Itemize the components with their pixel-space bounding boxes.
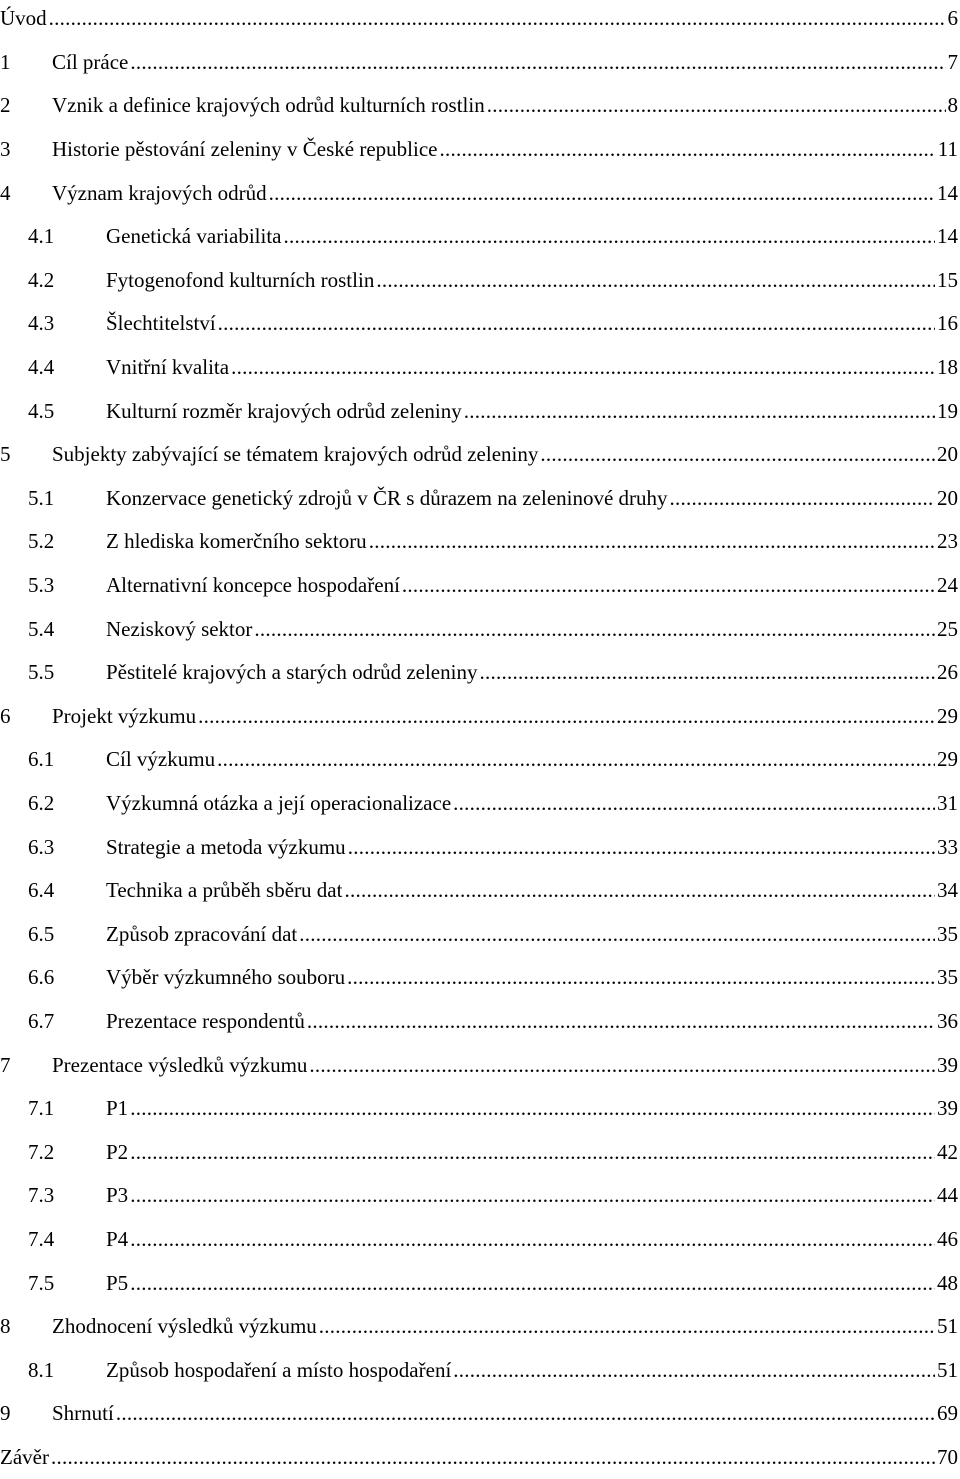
dot-leader xyxy=(344,880,935,901)
toc-entry[interactable] xyxy=(0,41,960,85)
dot-leader xyxy=(309,1055,935,1076)
dot-leader xyxy=(453,793,935,814)
dot-leader xyxy=(453,1360,935,1381)
toc-entry-number: 6.5 xyxy=(28,921,55,946)
toc-entry-title: P3 xyxy=(106,1183,129,1208)
dot-leader xyxy=(269,183,935,204)
toc-entry[interactable] xyxy=(0,84,960,128)
toc-entry-title: Genetická variabilita xyxy=(106,224,282,249)
dot-leader xyxy=(464,401,935,422)
toc-entry-page-number: 39 xyxy=(937,1052,958,1077)
toc-entry-number: 4.5 xyxy=(28,398,55,423)
toc-entry-title: Úvod xyxy=(0,6,47,31)
toc-entry-number: 6.3 xyxy=(28,834,55,859)
toc-entry-number: 6.4 xyxy=(28,878,55,903)
dot-leader xyxy=(130,1185,935,1206)
toc-entry-title: Konzervace genetický zdrojů v ČR s důrazem na zeleninové druhy xyxy=(106,485,668,510)
dot-leader xyxy=(376,270,935,291)
toc-entry-title: Kulturní rozměr krajových odrůd zeleniny xyxy=(106,398,462,423)
toc-entry[interactable] xyxy=(0,259,960,303)
toc-entry-title: Vznik a definice krajových odrůd kulturních rostlin xyxy=(52,93,485,118)
toc-entry-title: P5 xyxy=(106,1270,129,1295)
toc-entry-number: 2 xyxy=(0,93,11,118)
dot-leader xyxy=(307,1011,935,1032)
toc-entry[interactable] xyxy=(0,1000,960,1044)
toc-entry-page-number: 20 xyxy=(937,442,958,467)
toc-entry-page-number: 35 xyxy=(937,965,958,990)
toc-entry[interactable] xyxy=(0,520,960,564)
toc-entry-page-number: 69 xyxy=(937,1401,958,1426)
toc-entry-title: Subjekty zabývající se tématem krajových odrůd zeleniny xyxy=(52,442,539,467)
toc-entry[interactable] xyxy=(0,912,960,956)
toc-entry[interactable] xyxy=(0,1348,960,1392)
dot-leader xyxy=(51,1447,935,1468)
toc-entry-number: 6.6 xyxy=(28,965,55,990)
toc-entry-number: 4.4 xyxy=(28,355,55,380)
dot-leader xyxy=(130,1142,935,1163)
toc-entry[interactable] xyxy=(0,128,960,172)
toc-entry-number: 8.1 xyxy=(28,1357,55,1382)
toc-entry-page-number: 51 xyxy=(937,1357,958,1382)
toc-entry-title: P1 xyxy=(106,1096,129,1121)
toc-entry[interactable] xyxy=(0,695,960,739)
toc-entry-page-number: 51 xyxy=(937,1314,958,1339)
toc-entry[interactable] xyxy=(0,1174,960,1218)
toc-entry-number: 5.3 xyxy=(28,573,55,598)
toc-entry-number: 5.5 xyxy=(28,660,55,685)
toc-entry-number: 7.3 xyxy=(28,1183,55,1208)
toc-entry-page-number: 46 xyxy=(937,1226,958,1251)
toc-entry-number: 9 xyxy=(0,1401,11,1426)
dot-leader xyxy=(231,357,935,378)
dot-leader xyxy=(254,619,935,640)
toc-entry-number: 6.7 xyxy=(28,1008,55,1033)
toc-entry[interactable] xyxy=(0,651,960,695)
toc-entry-title: P4 xyxy=(106,1226,129,1251)
toc-entry[interactable] xyxy=(0,1087,960,1131)
dot-leader xyxy=(49,8,946,29)
toc-entry-number: 5.2 xyxy=(28,529,55,554)
toc-entry-title: Projekt výzkumu xyxy=(52,703,197,728)
toc-entry-title: Z hlediska komerčního sektoru xyxy=(106,529,367,554)
toc-entry-number: 6.1 xyxy=(28,747,55,772)
toc-entry-page-number: 29 xyxy=(937,703,958,728)
toc-entry-page-number: 42 xyxy=(937,1139,958,1164)
toc-entry-number: 7.5 xyxy=(28,1270,55,1295)
toc-entry[interactable] xyxy=(0,389,960,433)
toc-entry[interactable] xyxy=(0,825,960,869)
toc-entry[interactable] xyxy=(0,1392,960,1436)
toc-entry-page-number: 20 xyxy=(937,485,958,510)
toc-entry[interactable] xyxy=(0,1218,960,1262)
dot-leader xyxy=(540,444,935,465)
toc-entry[interactable] xyxy=(0,1261,960,1305)
toc-entry-number: 5.4 xyxy=(28,616,55,641)
toc-entry-page-number: 14 xyxy=(937,180,958,205)
toc-entry-page-number: 6 xyxy=(947,6,958,31)
toc-entry-page-number: 34 xyxy=(937,878,958,903)
toc-entry-number: 7.1 xyxy=(28,1096,55,1121)
toc-entry-title: Šlechtitelství xyxy=(106,311,216,336)
toc-entry[interactable] xyxy=(0,0,960,41)
toc-entry-page-number: 39 xyxy=(937,1096,958,1121)
toc-entry[interactable] xyxy=(0,477,960,521)
dot-leader xyxy=(487,95,946,116)
toc-entry-number: 7.2 xyxy=(28,1139,55,1164)
toc-entry-page-number: 14 xyxy=(937,224,958,249)
dot-leader xyxy=(284,226,936,247)
dot-leader xyxy=(348,837,935,858)
toc-entry-title: Výzkumná otázka a její operacionalizace xyxy=(106,790,452,815)
toc-entry[interactable] xyxy=(0,1436,960,1479)
toc-entry[interactable] xyxy=(0,869,960,913)
toc-entry-number: 8 xyxy=(0,1314,11,1339)
toc-entry-page-number: 15 xyxy=(937,267,958,292)
toc-entry-title: Způsob zpracování dat xyxy=(106,921,298,946)
dot-leader xyxy=(299,924,935,945)
toc-entry-title: Technika a průběh sběru dat xyxy=(106,878,343,903)
dot-leader xyxy=(369,531,935,552)
toc-entry-title: Cíl práce xyxy=(52,49,129,74)
toc-entry[interactable] xyxy=(0,302,960,346)
toc-entry[interactable] xyxy=(0,433,960,477)
toc-entry-title: Zhodnocení výsledků výzkumu xyxy=(52,1314,317,1339)
toc-entry-page-number: 18 xyxy=(937,355,958,380)
dot-leader xyxy=(479,662,935,683)
toc-entry-page-number: 31 xyxy=(937,790,958,815)
toc-entry-page-number: 19 xyxy=(937,398,958,423)
toc-entry[interactable] xyxy=(0,346,960,390)
toc-entry[interactable] xyxy=(0,782,960,826)
toc-entry-number: 7 xyxy=(0,1052,11,1077)
toc-entry-number: 5.1 xyxy=(28,485,55,510)
toc-entry-number: 4.2 xyxy=(28,267,55,292)
toc-entry-title: Vnitřní kvalita xyxy=(106,355,230,380)
dot-leader xyxy=(402,575,935,596)
toc-entry[interactable] xyxy=(0,1305,960,1349)
toc-entry-title: Neziskový sektor xyxy=(106,616,253,641)
toc-entry-number: 7.4 xyxy=(28,1226,55,1251)
dot-leader xyxy=(130,1273,935,1294)
toc-entry-number: 4.1 xyxy=(28,224,55,249)
toc-entry-number: 5 xyxy=(0,442,11,467)
toc-entry-title: Prezentace výsledků výzkumu xyxy=(52,1052,308,1077)
dot-leader xyxy=(347,967,935,988)
dot-leader xyxy=(439,139,935,160)
toc-entry-page-number: 23 xyxy=(937,529,958,554)
toc-entry-page-number: 36 xyxy=(937,1008,958,1033)
toc-entry-page-number: 48 xyxy=(937,1270,958,1295)
toc-entry-title: Cíl výzkumu xyxy=(106,747,216,772)
toc-entry-number: 3 xyxy=(0,137,11,162)
toc-entry-page-number: 25 xyxy=(937,616,958,641)
toc-entry-title: Historie pěstování zeleniny v České republice xyxy=(52,137,438,162)
toc-entry-number: 6 xyxy=(0,703,11,728)
dot-leader xyxy=(116,1403,935,1424)
toc-entry-title: Závěr xyxy=(0,1444,49,1469)
toc-entry-title: Shrnutí xyxy=(52,1401,114,1426)
toc-entry-page-number: 7 xyxy=(947,49,958,74)
toc-entry[interactable] xyxy=(0,215,960,259)
toc-entry-title: Fytogenofond kulturních rostlin xyxy=(106,267,375,292)
toc-entry[interactable] xyxy=(0,171,960,215)
toc-entry-page-number: 70 xyxy=(937,1444,958,1469)
toc-entry-number: 6.2 xyxy=(28,790,55,815)
dot-leader xyxy=(198,706,935,727)
toc-entry-page-number: 35 xyxy=(937,921,958,946)
toc-entry-number: 4 xyxy=(0,180,11,205)
toc-entry-page-number: 44 xyxy=(937,1183,958,1208)
toc-entry-title: Výběr výzkumného souboru xyxy=(106,965,346,990)
toc-entry-number: 4.3 xyxy=(28,311,55,336)
toc-entry-title: Prezentace respondentů xyxy=(106,1008,305,1033)
toc-entry[interactable] xyxy=(0,1043,960,1087)
toc-entry-title: Pěstitelé krajových a starých odrůd zeleniny xyxy=(106,660,478,685)
toc-entry[interactable] xyxy=(0,738,960,782)
toc-entry-title: P2 xyxy=(106,1139,129,1164)
dot-leader xyxy=(130,1229,935,1250)
toc-entry[interactable] xyxy=(0,607,960,651)
toc-entry[interactable] xyxy=(0,564,960,608)
toc-entry-title: Alternativní koncepce hospodaření xyxy=(106,573,400,598)
dot-leader xyxy=(130,52,945,73)
dot-leader xyxy=(218,313,935,334)
toc-entry-page-number: 26 xyxy=(937,660,958,685)
toc-entry-page-number: 33 xyxy=(937,834,958,859)
dot-leader xyxy=(670,488,935,509)
toc-entry-title: Význam krajových odrůd xyxy=(52,180,267,205)
toc-entry-page-number: 24 xyxy=(937,573,958,598)
toc-entry-page-number: 11 xyxy=(937,137,958,162)
toc-entry-page-number: 8 xyxy=(947,93,958,118)
toc-entry-page-number: 29 xyxy=(937,747,958,772)
dot-leader xyxy=(319,1316,935,1337)
toc-entry-title: Způsob hospodaření a místo hospodaření xyxy=(106,1357,452,1382)
toc-entry[interactable] xyxy=(0,1130,960,1174)
dot-leader xyxy=(130,1098,935,1119)
toc-entry-title: Strategie a metoda výzkumu xyxy=(106,834,346,859)
toc-entry[interactable] xyxy=(0,956,960,1000)
toc-entry-number: 1 xyxy=(0,49,11,74)
toc-entry-page-number: 16 xyxy=(937,311,958,336)
dot-leader xyxy=(217,749,935,770)
